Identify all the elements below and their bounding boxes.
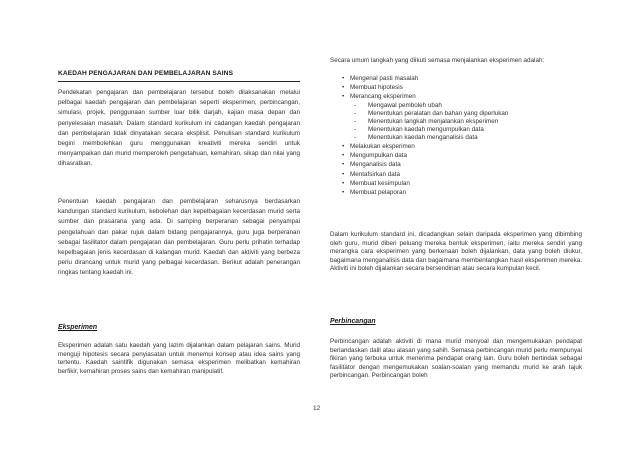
paragraph-5: Perbincangan adalah aktiviti di mana murid menyoal dan mengemukakan pendapat berlandaskan dalil atau alasan yang sahih. Semasa perbincangan murid perlu mempunyai fikiran yang terbuka untuk menerima pendapat orang lain. Guru boleh bertindak sebagai fasilitator dengan mengemukakan soalan-soalan yang memandu murid ke arah tajuk perbincangan. Perbincangan boleh	[330, 338, 582, 380]
sub-list-item: - Menentukan kaedah mengumpulkan data	[350, 126, 582, 134]
list-item: • Membuat hipotesis	[342, 83, 582, 92]
list-item: • Mengumpulkan data	[342, 151, 582, 160]
paragraph-1-block	[58, 88, 300, 170]
intro-block	[330, 57, 582, 66]
paragraph-3: Eksperimen adalah satu kaedah yang lazim dijalankan dalam pelajaran sains. Murid menguji hipotesis secara penyiasatan untuk menemui konsep atau idea sains yang tertentu. Kaedah saintifik digunakan semasa eksperimen melibatkan kemahiran berfikir, kemahiran proses sains dan kemahiran manipulatif.	[58, 342, 300, 375]
list-item: • Membuat pelaporan	[342, 188, 582, 197]
paragraph-5-block	[330, 338, 582, 381]
paragraph-2: Penentuan kaedah pengajaran dan pembelajaran seharusnya berdasarkan kandungan standard kurikulum, kebolehan dan kepelbagaian kecerdasan murid serta sumber dan prasarana yang ada. Di samping berperanan sebagai penyampai pengetahuan dan pakar rujuk dalam bidang pengajarannya, guru juga berperanan sebagai fasilitator dalam pengajaran dan pembelajaran. Guru perlu prihatin terhadap kepelbagaian jenis kecerdasan di kalangan murid. Kaedah dan aktiviti yang berbeza perlu dirancang untuk murid yang pelbagai kecerdasan. Berikut adalah penerangan ringkas tentang kaedah ini.	[58, 198, 300, 277]
paragraph-4-block	[330, 231, 582, 274]
paragraph-1: Pendekatan pengajaran dan pembelajaran tersebut boleh dilaksanakan melalui pelbagai kaedah pengajaran dan pembelajaran seperti eksperimen, perbincangan, simulasi, projek, penggunaan sumber luar bilik darjah, kajian masa depan dan penyelesaian masalah. Dalam standard kurikulum ini cadangan kaedah pengajaran dan pembelajaran tidak dinyatakan secara eksplisit. Penulisan standard kurikulum begini membolehkan guru menggunakan kreativiti mereka sendiri untuk menyampaikan dan murid memperoleh pengetahuan, kemahiran, sikap dan nilai yang dihasratkan.	[58, 89, 300, 168]
list-item-label: Merancang eksperimen	[350, 93, 416, 101]
sub-list-item: - Menentukan peralatan dan bahan yang diperlukan	[350, 110, 582, 118]
list-item: • Melakukan eksperimen	[342, 142, 582, 151]
intro-paragraph: Secara umum langkah yang diikuti semasa menjalankan eksperimen adalah:	[330, 57, 545, 64]
subheading-perbincangan: Perbincangan	[330, 318, 376, 325]
list-item: • Mentafsirkan data	[342, 170, 582, 179]
heading-rule	[58, 81, 300, 82]
list-item	[342, 92, 582, 142]
list-item: • Mengenal pasti masalah	[342, 74, 582, 83]
paragraph-2-block	[58, 197, 300, 279]
section-heading: KAEDAH PENGAJARAN DAN PEMBELAJARAN SAINS	[58, 70, 234, 77]
sub-steps-list	[350, 102, 582, 142]
paragraph-3-block	[58, 342, 300, 376]
sub-list-item: - Menentukan langkah menjalankan eksperimen	[350, 118, 582, 126]
sub-list-item: - Mengawal pemboleh ubah	[350, 102, 582, 110]
experiment-steps-list	[342, 74, 582, 197]
list-item: • Membuat kesimpulan	[342, 179, 582, 188]
paragraph-4: Dalam kurikulum standard ini, dicadangkan selain daripada eksperimen yang dibimbing oleh guru, murid diberi peluang mereka bentuk eksperimen, iaitu mereka sendiri yang merangka cara eksperimen yang berkenaan boleh dijalankan, data yang boleh diukur, bagaimana menganalisis data dan bagaimana membentangkan hasil eksperimen mereka. Aktiviti ini boleh dijalankan secara bersendirian atau secara kumpulan kecil.	[330, 231, 582, 273]
subheading-eksperimen: Eksperimen	[58, 324, 98, 331]
list-item: • Menganalisis data	[342, 160, 582, 169]
page-number: 12	[313, 405, 321, 412]
sub-list-item: - Menentukan kaedah menganalisis data	[350, 134, 582, 142]
